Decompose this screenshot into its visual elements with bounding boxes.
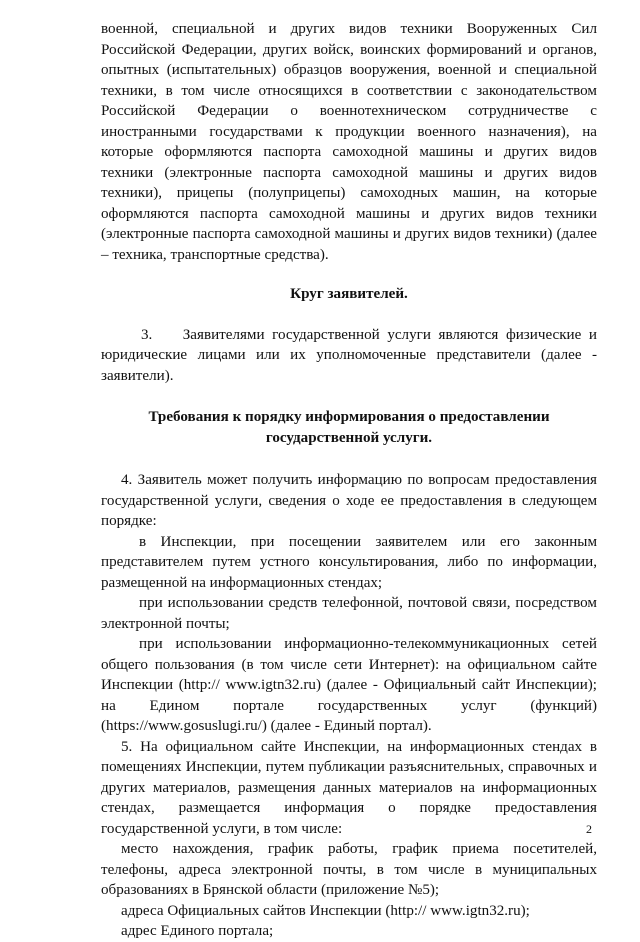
paragraph-4-item-phone-mail: при использовании средств телефонной, почтовой связи, посредством электронной почты;	[101, 595, 597, 632]
page-content	[101, 19, 597, 942]
section-heading-information-line2: государственной услуги.	[265, 429, 433, 446]
paragraph-5-item-websites: адреса Официальных сайтов Инспекции (http:// www.igtn32.ru);	[121, 902, 530, 919]
page-number: 2	[586, 822, 592, 836]
paragraph-5-item-location: место нахождения, график работы, график приема посетителей, телефоны, адреса электронной почты, в том числе в муниципальных образованиях в Брянской области (приложение №5);	[101, 841, 597, 898]
paragraph-3-text: Заявителями государственной услуги являются физические и юридические лицами или их уполномоченные представители (далее - заявители).	[101, 326, 598, 384]
paragraph-4-item-office: в Инспекции, при посещении заявителем или его законным представителем путем устного консультирования, либо по информации, размещенной на информационных стендах;	[101, 533, 597, 591]
section-heading-information-line1: Требования к порядку информирования о предоставлении	[148, 409, 550, 425]
paragraph-4: 4. Заявитель может получить информацию по вопросам предоставления государственной услуги, сведения о ходе ее предоставления в следующем порядке:	[101, 472, 597, 529]
paragraph-3-number: 3.	[141, 326, 153, 343]
paragraph-5: 5. На официальном сайте Инспекции, на информационных стендах в помещениях Инспекции, путем публикации разъяснительных, справочных и других материалов, размещения данных материалов на информационных стендах, размещается информация о порядке предоставления государственной услуги, в том числе:	[101, 738, 597, 837]
paragraph-5-item-portal: адрес Единого портала;	[121, 923, 274, 939]
paragraph-4-item-internet: при использовании информационно-телекоммуникационных сетей общего пользования (в том числе сети Интернет): на официальном сайте Инспекции (http:// www.igtn32.ru) (далее - Официальный сайт Инспекции); на Едином портале государственных услуг (функций) (https://www.gosuslugi.ru/) (далее - Единый портал).	[101, 636, 597, 734]
section-heading-applicants: Круг заявителей.	[290, 286, 408, 302]
paragraph-3	[101, 325, 597, 387]
section-heading-information	[101, 407, 597, 448]
continued-paragraph: военной, специальной и других видов техники Вооруженных Сил Российской Федерации, других войск, воинских формирований и органов, опытных (испытательных) образцов вооружения, военной и специальной техники, в том числе относящихся в соответствии с законодательством Российской Федерации о военнотехническом сотрудничестве с иностранными государствами к продукции военного назначения), на которые оформляются паспорта самоходной машины и других видов техники (электронные паспорта самоходной машины и других видов техники), прицепы (полуприцепы) самоходных машин, на которые оформляются паспорта самоходной машины и других видов техники (электронные паспорта самоходной машины и других видов техники) (далее – техника, транспортные средства).	[101, 21, 597, 263]
